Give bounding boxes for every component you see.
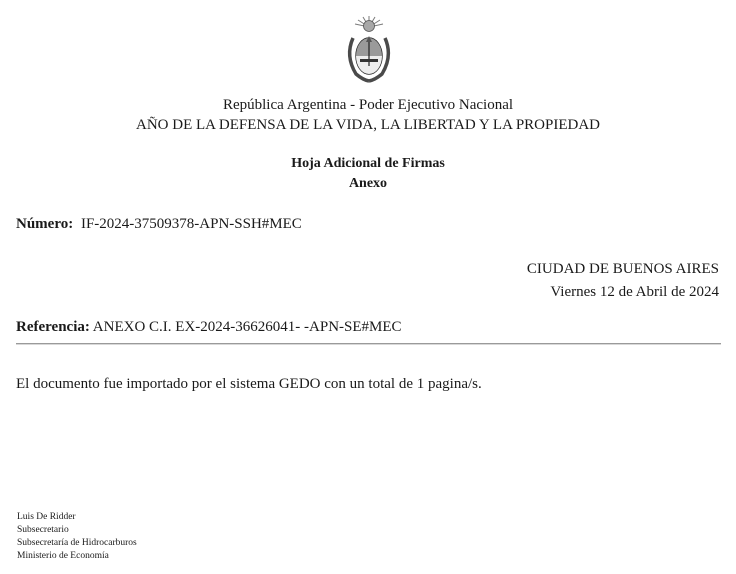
coat-of-arms-icon bbox=[339, 14, 399, 84]
place: CIUDAD DE BUENOS AIRES bbox=[526, 261, 719, 277]
divider bbox=[16, 343, 721, 345]
header-year-motto: AÑO DE LA DEFENSA DE LA VIDA, LA LIBERTAD Y LA PROPIEDAD bbox=[135, 117, 600, 133]
signer-name: Luis De Ridder bbox=[17, 512, 76, 522]
document-number-label: Número: bbox=[16, 216, 74, 232]
document-title: Hoja Adicional de Firmas bbox=[291, 156, 445, 171]
signature-block bbox=[17, 511, 137, 563]
reference-value: ANEXO C.I. EX-2024-36626041- -APN-SE#MEC bbox=[92, 319, 402, 335]
signer-ministry: Ministerio de Economía bbox=[17, 551, 109, 561]
date: Viernes 12 de Abril de 2024 bbox=[550, 284, 719, 300]
body-text: El documento fue importado por el sistema GEDO con un total de 1 pagina/s. bbox=[16, 376, 482, 392]
document-number-value: IF-2024-37509378-APN-SSH#MEC bbox=[80, 216, 302, 232]
document-number bbox=[16, 216, 302, 233]
place-and-date bbox=[527, 258, 719, 304]
document-subtitle: Anexo bbox=[348, 176, 388, 191]
signer-position: Subsecretario bbox=[17, 525, 69, 535]
header-government-line: República Argentina - Poder Ejecutivo Nacional bbox=[222, 97, 514, 113]
reference-label: Referencia: bbox=[16, 319, 90, 335]
signer-office: Subsecretaría de Hidrocarburos bbox=[17, 538, 137, 548]
reference bbox=[16, 319, 402, 336]
